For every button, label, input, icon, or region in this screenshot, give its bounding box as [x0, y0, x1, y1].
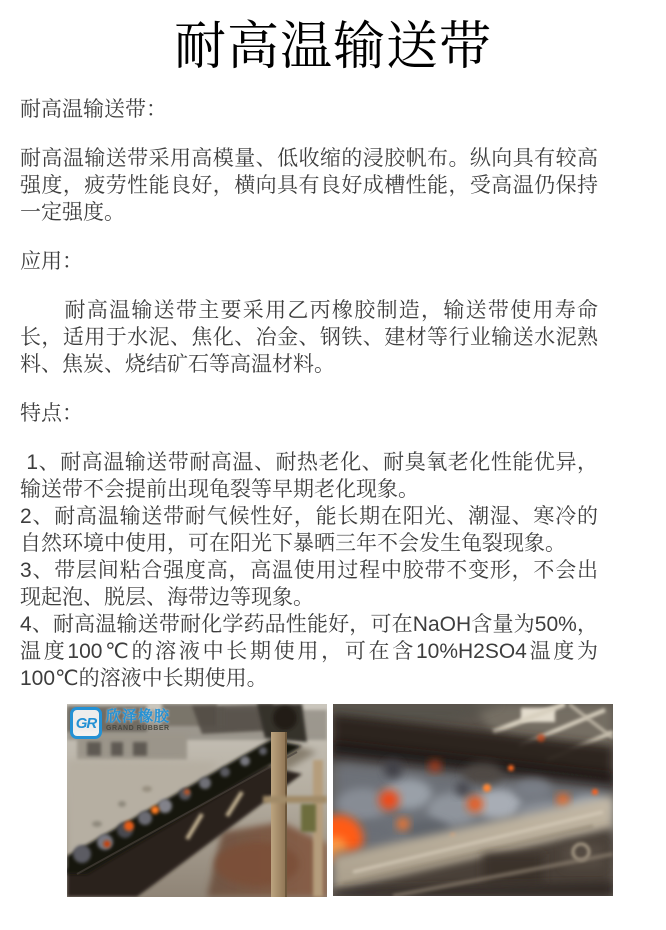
intro-label: 耐高温输送带： [20, 98, 167, 121]
feature-item-2: 2、耐高温输送带耐气候性好，能长期在阳光、潮湿、寒冷的自然环境中使用，可在阳光下暴晒三年不会发生龟裂现象。 [20, 505, 598, 555]
brand-name-cn: 欣泽橡胶 [106, 708, 171, 725]
product-description [20, 96, 598, 692]
intro-paragraph: 耐高温输送带采用高模量、低收缩的浸胶帆布。纵向具有较高强度，疲劳性能良好，横向具有良好成槽性能，受高温仍保持一定强度。 [20, 147, 598, 224]
application-heading: 应用： [20, 250, 83, 273]
hot-material-illustration [333, 704, 613, 896]
gr-monogram-icon: GR [70, 707, 102, 739]
application-paragraph: 耐高温输送带主要采用乙丙橡胶制造，输送带使用寿命长，适用于水泥、焦化、冶金、钢铁、建材等行业输送水泥熟料、焦炭、烧结矿石等高温材料。 [20, 299, 598, 376]
feature-item-4: 4、耐高温输送带耐化学药品性能好，可在NaOH含量为50%，温度100℃的溶液中长期使用，可在含10%H2SO4温度为100℃的溶液中长期使用。 [20, 613, 598, 690]
product-photos [67, 704, 666, 897]
photo-hot-material-closeup [333, 704, 613, 896]
brand-name-en: GRAND RUBBER [106, 725, 170, 732]
brand-logo [70, 707, 170, 739]
feature-item-1: 1、耐高温输送带耐高温、耐热老化、耐臭氧老化性能优异，输送带不会提前出现龟裂等早期老化现象。 [20, 451, 598, 501]
features-heading: 特点： [20, 402, 83, 425]
photo-conveyor-site [67, 704, 327, 897]
feature-item-3: 3、带层间粘合强度高，高温使用过程中胶带不变形，不会出现起泡、脱层、海带边等现象。 [20, 559, 598, 609]
page-title: 耐高温输送带 [173, 18, 492, 76]
